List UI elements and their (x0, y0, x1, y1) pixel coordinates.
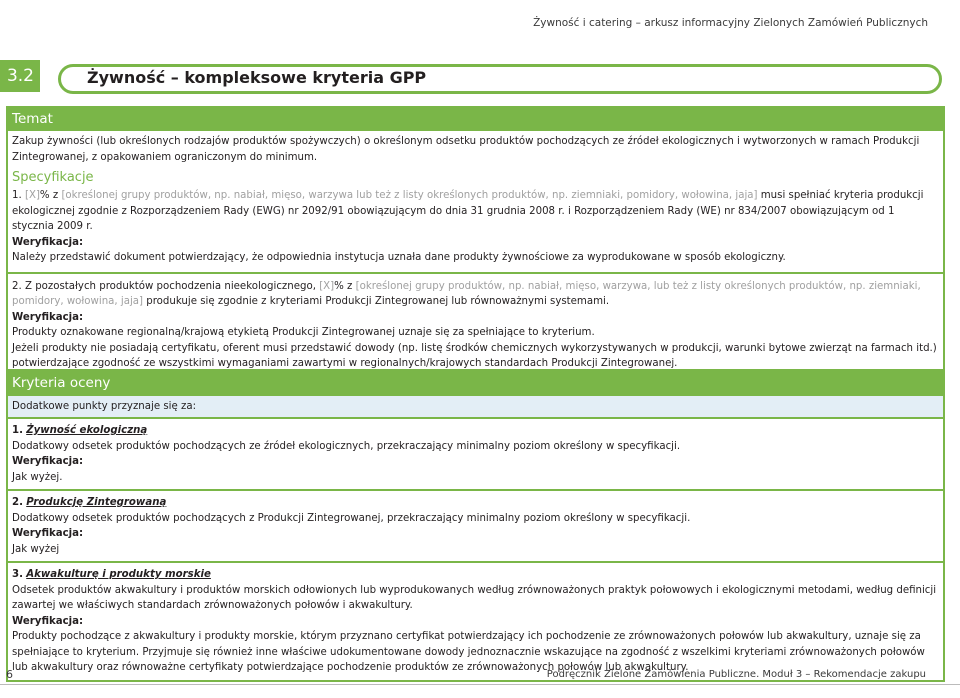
verification-text: Produkty pochodzące z akwakultury i produkty morskie, którym przyznano certyfikat potwierdzający ich pochodzenie ze zrównoważonych połowów lub akwakultury, uznaje się za spełniające to kryterium. Przyjmuje się również inne właściwe udokumentowane dowody jednoznacznie wskazujące na zgodność z wszelkimi kryteriami zrównoważonych połowów lub akwakultury oraz równoważne certyfikaty potwierdzające pochodzenie produktów ze zrównoważonych połowów lub akwakultury. (12, 631, 925, 673)
placeholder-product-group: [określonej grupy produktów, np. nabiał, mięso, warzywa lub też z listy określonych produktów, np. ziemniaki, pomidory, wołowina, jaja] (61, 190, 758, 201)
temat-heading: Temat (8, 108, 943, 131)
spec-item-1-text (12, 188, 939, 235)
verification-label: Weryfikacja: (12, 311, 84, 323)
kryteria-frame (6, 369, 945, 682)
spec-text-part: % z (39, 190, 62, 201)
spec-text-part: musi spełniać kryteria produkcji ekologicznej zgodnie z Rozporządzeniem Rady (EWG) nr 2092/91 obowiązującym do dnia 31 grudnia 2008 r. i Rozporządzeniem Rady (WE) nr 834/2007 obowiązującym od 1 stycznia 2009 r. (12, 190, 924, 232)
criterion-item (8, 563, 943, 680)
section-title-box (58, 64, 942, 94)
criterion-title: Produkcję Zintegrowaną (26, 497, 167, 508)
spec-item-2-num: 2. (12, 280, 22, 292)
verification-label: Weryfikacja: (12, 456, 84, 467)
placeholder-x: [X] (319, 280, 335, 292)
verification-text: Produkty oznakowane regionalną/krajową etykietą Produkcji Zintegrowanej uznaje się za spełniające to kryterium. (12, 327, 595, 338)
criterion-text: Dodatkowy odsetek produktów pochodzących z Produkcji Zintegrowanej, przekraczający minimalny poziom określony w specyfikacji. (12, 512, 691, 524)
verification-text: Należy przedstawić dokument potwierdzający, że odpowiednia instytucja uznała dane produkty żywnościowe za wyprodukowane w sposób ekologiczny. (12, 252, 786, 263)
verification-label: Weryfikacja: (12, 615, 84, 627)
verification-label: Weryfikacja: (12, 236, 84, 248)
page-number: 6 (6, 668, 13, 681)
specyfikacje-heading: Specyfikacje (12, 170, 94, 185)
section-title: Żywność – kompleksowe kryteria GPP (87, 68, 427, 87)
verification-text: Jeżeli produkty nie posiadają certyfikatu, oferent musi przedstawić dowody (np. listę środków chemicznych wykorzystywanych w produkcji, warunki bytowe zwierząt na farmach itd.) potwierdzające zgodność ze wszystkimi wymaganiami zawartymi w regionalnych/krajowych standardach Produkcji Zintegrowanej. (12, 342, 937, 369)
spec-item-2-text (12, 279, 939, 310)
temat-specs-frame (6, 106, 945, 380)
kryteria-heading: Kryteria oceny (8, 371, 943, 396)
verification-text: Jak wyżej. (12, 471, 63, 483)
criterion-title: Żywność ekologiczną (26, 425, 148, 436)
criterion-item (8, 419, 943, 489)
footer-text: Podręcznik Zielone Zamówienia Publiczne. Moduł 3 – Rekomendacje zakupu (546, 669, 926, 680)
spec-text-part: produkuje się zgodnie z kryteriami Produkcji Zintegrowanej lub równoważnymi systemami. (143, 296, 610, 307)
temat-text: Zakup żywności (lub określonych rodzajów produktów spożywczych) o określonym odsetku produktów pochodzących ze źródeł ekologicznych i wytworzonych w ramach Produkcji Zintegrowanej, z opakowaniem ograniczonym do minimum. (12, 136, 920, 163)
placeholder-x: [X] (24, 190, 40, 201)
criterion-text: Dodatkowy odsetek produktów pochodzących ze źródeł ekologicznych, przekraczający minimalny poziom określony w specyfikacji. (12, 440, 681, 452)
verification-label: Weryfikacja: (12, 528, 84, 539)
criterion-num: 2. (12, 497, 23, 508)
spec-item-1 (8, 187, 943, 267)
placeholder-product-group: [określonej grupy produktów, np. nabiał, mięso, warzywa, lub też z listy określonych produktów, np. ziemniaki, pomidory, wołowina, jaja] (12, 280, 921, 307)
section-number: 3.2 (0, 60, 40, 92)
running-header: Żywność i catering – arkusz informacyjny Zielonych Zamówień Publicznych (533, 17, 928, 29)
spec-text-part: % z (334, 280, 356, 292)
footer-rule (0, 684, 960, 685)
criterion-title: Akwakulturę i produkty morskie (26, 569, 211, 580)
verification-text: Jak wyżej (12, 543, 60, 555)
criterion-text: Odsetek produktów akwakultury i produktów morskich odłowionych lub wyprodukowanych według zrównoważonych praktyk połowowych i ekologicznymi metodami, według definicji zawartej we właściwych standardach zrównoważonych połowów i akwakultury. (12, 584, 937, 611)
criterion-num: 3. (12, 569, 23, 580)
criterion-num: 1. (12, 425, 23, 436)
spec-item-2 (8, 274, 943, 378)
kryteria-intro: Dodatkowe punkty przyznaje się za: (8, 396, 943, 417)
spec-item-1-num: 1. (12, 190, 22, 201)
spec-text-part: Z pozostałych produktów pochodzenia nieekologicznego, (24, 280, 320, 292)
criterion-item (8, 491, 943, 561)
